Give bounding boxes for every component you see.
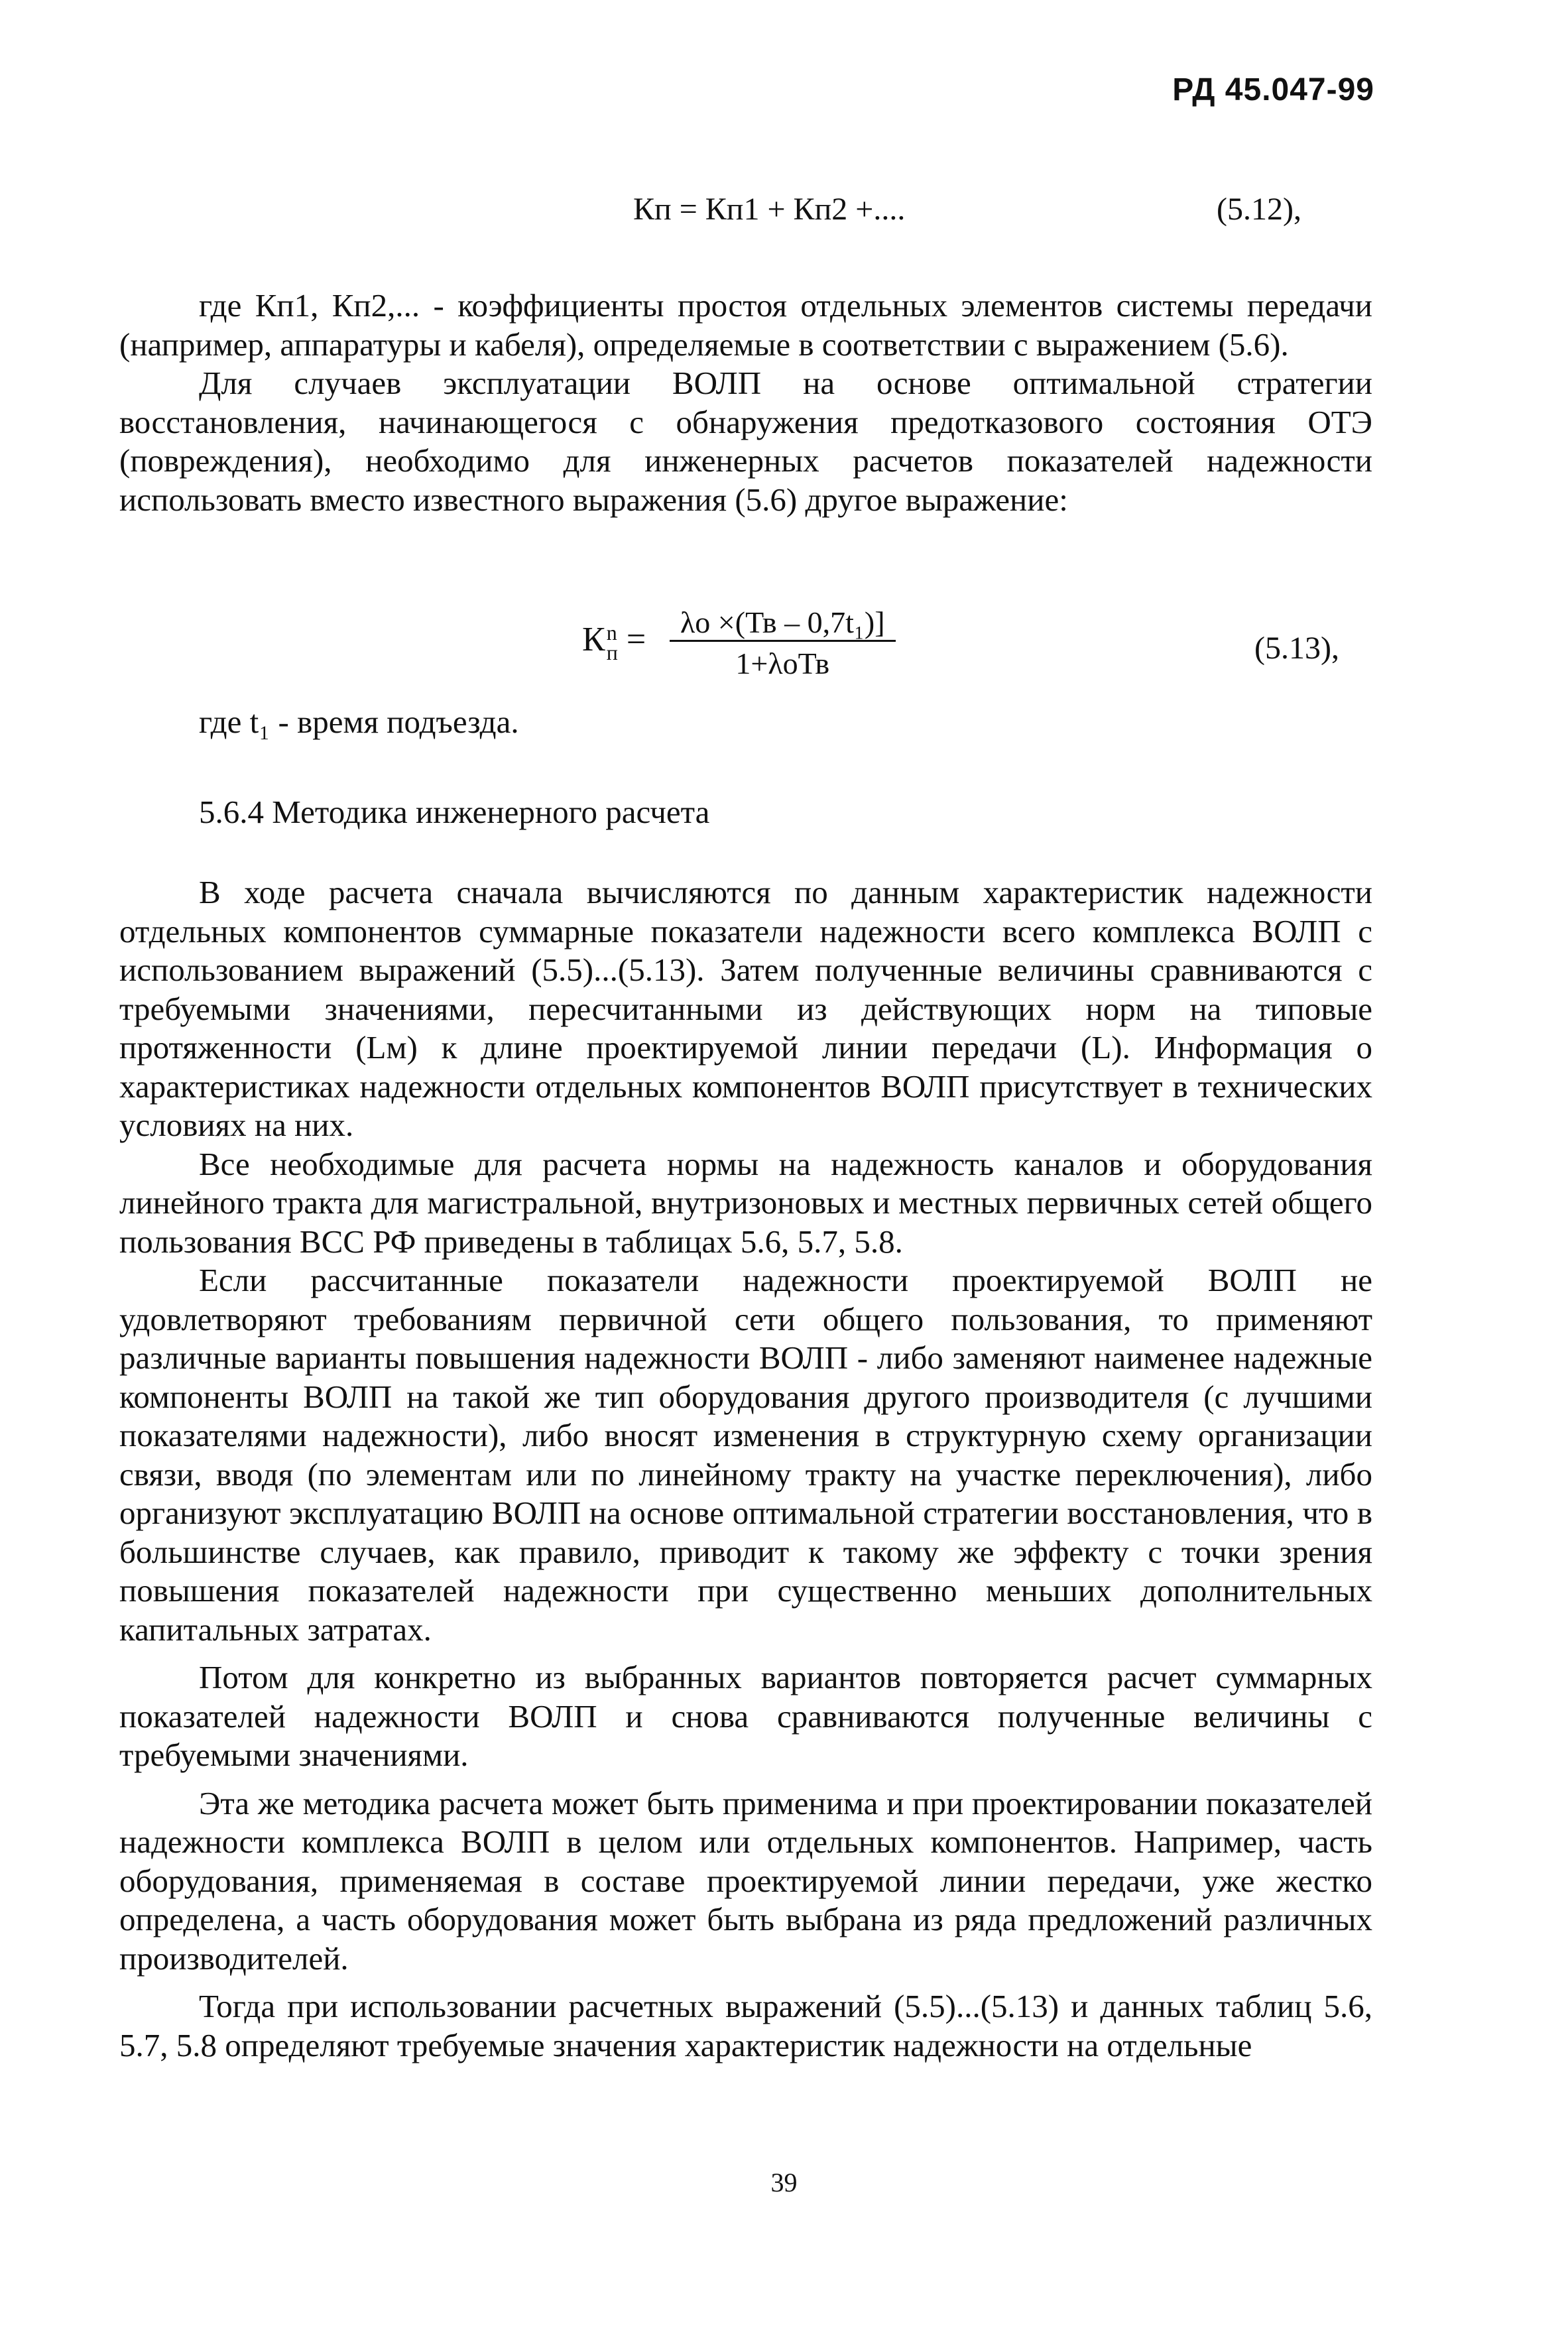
section-title (199, 793, 1452, 832)
where-2 (199, 703, 796, 742)
section-heading: 5.6.4 Методика инженерного расчета (199, 794, 710, 830)
paragraph-2: Все необходимые для расчета нормы на надежность каналов и оборудования линейного тракта для магистральной, внутризоновых и местных первичных сетей общего пользования ВСС РФ приведены в таблицах 5.6, 5.7, 5.8. (119, 1145, 1372, 1260)
formula-5-13-denominator: 1+λоТв (735, 646, 830, 680)
paragraph-3: Если рассчитанные показатели надежности проектируемой ВОЛП не удовлетворяют требованиям первичной сети общего пользования, то применяют различные варианты повышения надежности ВОЛП - либо заменяют наименее надежные компоненты ВОЛП на такой же тип оборудования другого производителя (с лучшими показателями надежности), либо вносят изменения в структурную схему организации связи, вводя (по элементам или по линейному тракту на участке переключения), либо организуют эксплуатацию ВОЛП на основе оптимальной стратегии восстановления, что в большинстве случаев, как правило, приводит к такому же эффекту с точки зрения повышения показателей надежности при существенно меньших дополнительных капитальных затратах. (119, 1262, 1372, 1648)
formula-5-12: Кп = Кп1 + Кп2 +.... (633, 192, 906, 227)
document-code: РД 45.047-99 (1172, 72, 1374, 107)
formula-5-12-number: (5.12), (1217, 192, 1301, 227)
paragraph-5: Эта же методика расчета может быть применима и при проектировании показателей надежности комплекса ВОЛП в целом или отдельных компонентов. Например, часть оборудования, применяемая в составе проектируемой линии передачи, уже жестко определена, а часть оборудования может быть выбрана из ряда предложений различных производителей. (119, 1784, 1372, 1977)
body-text (119, 873, 1372, 2065)
formula-5-13-numerator: λо ×(Тв – 0,7t₁)] (670, 605, 896, 642)
page-number: 39 (770, 2168, 798, 2197)
paragraph-6: Тогда при использовании расчетных выражений (5.5)...(5.13) и данных таблиц 5.6, 5.7, 5.8 определяют требуемые значения характеристик надежности на отдельные (119, 1988, 1372, 2063)
where-t1-paragraph: где t₁ - время подъезда. (199, 704, 519, 740)
paragraph-1: В ходе расчета сначала вычисляются по данным характеристик надежности отдельных компонентов суммарные показатели надежности всего комплекса ВОЛП с использованием выражений (5.5)...(5.13). Затем полученные величины сравниваются с требуемыми значениями, пересчитанными из действующих норм на типовые протяженности (Lм) к длине проектируемой линии передачи (L). Информация о характеристиках надежности отдельных компонентов ВОЛП присутствует в технических условиях на них. (119, 874, 1372, 1143)
formula-5-13-lhs: К n п = (582, 621, 646, 665)
where-paragraph: где Кп1, Кп2,... - коэффициенты простоя отдельных элементов системы передачи (например, аппаратуры и кабеля), определяемые в соответствии с выражением (5.6). (119, 287, 1372, 363)
formula-5-13-number: (5.13), (1254, 631, 1339, 666)
case-paragraph: Для случаев эксплуатации ВОЛП на основе оптимальной стратегии восстановления, начинающегося с обнаружения предотказового состояния ОТЭ (повреждения), необходимо для инженерных расчетов показателей надежности использовать вместо известного выражения (5.6) другое выражение: (119, 365, 1372, 518)
text-where-1 (119, 286, 1372, 519)
formula-5-13-fraction (670, 605, 896, 681)
paragraph-4: Потом для конкретно из выбранных вариантов повторяется расчет суммарных показателей надежности ВОЛП и снова сравниваются полученные величины с требуемыми значениями. (119, 1659, 1372, 1773)
